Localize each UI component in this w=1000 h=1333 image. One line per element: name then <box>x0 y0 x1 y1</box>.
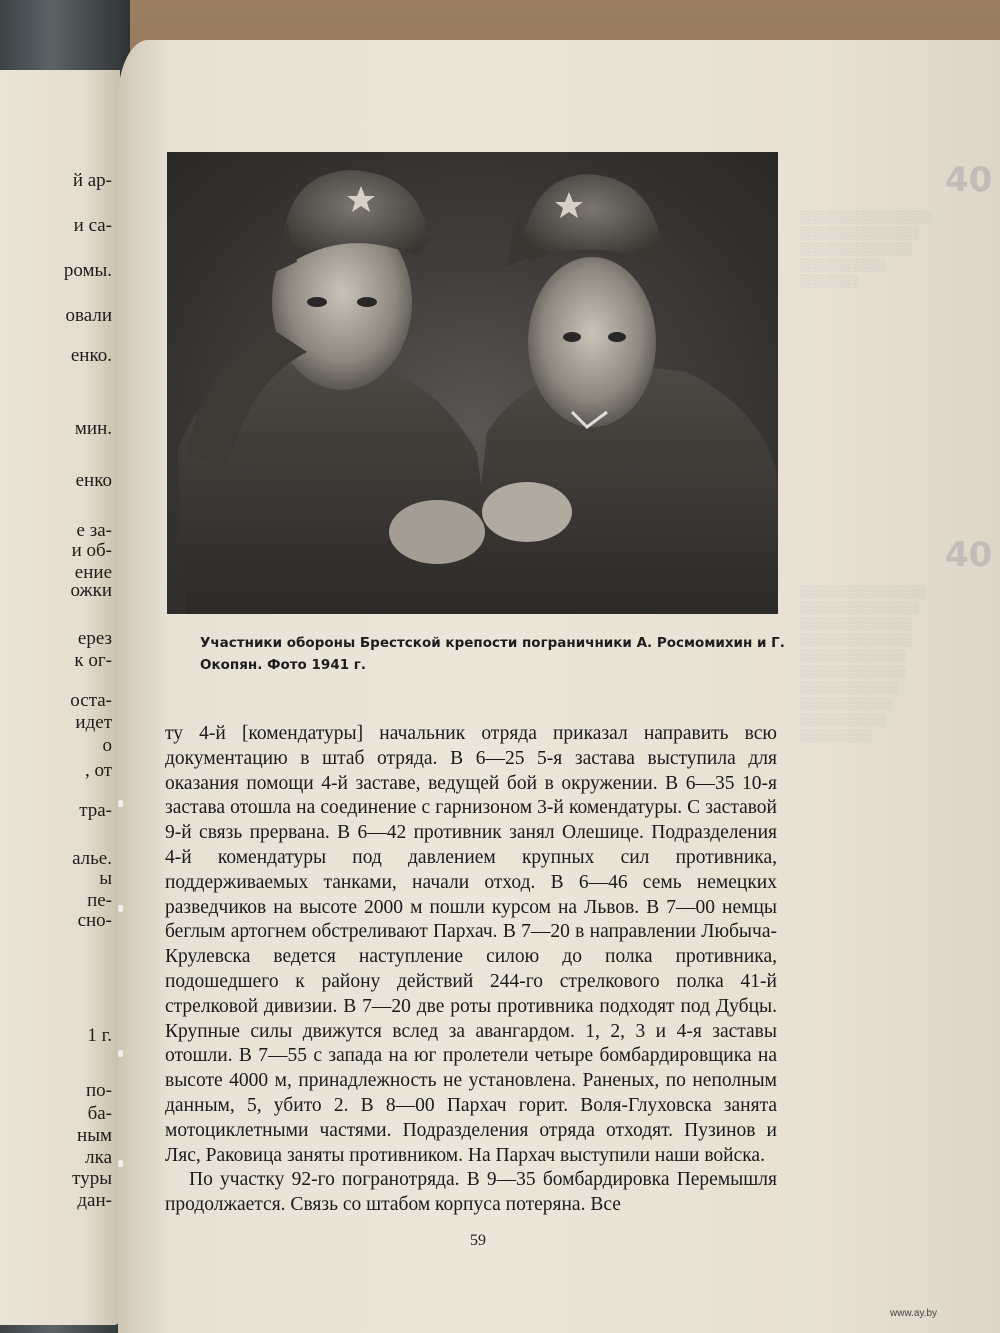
bleed-through-number: 40 <box>945 535 993 575</box>
left-page-line: мин. <box>74 418 112 439</box>
bleed-through-text: ░░░░░░░░░░░░░░░░░░░░ ░░░░░░░░░░░░░░░░░░ ░░░░░░░░░░░░░░░░░ ░░░░░░░░░░░░░ ░░░░░░░░░ <box>800 211 933 288</box>
left-page-line: дан- <box>77 1190 112 1211</box>
left-page-line: ромы. <box>63 260 112 281</box>
left-page-line: пе- <box>87 890 112 911</box>
left-page-line: ным <box>77 1125 112 1146</box>
left-page-line: алье. <box>72 848 112 869</box>
paragraph: ту 4-й [комендатуры] начальник отряда приказал направить всю документацию в штаб отряда. В 6—25 5-я застава выступила для оказания помощи 4-й заставе, ведущей бой в окружении. В 6—35 10-я застава отошла на соединение с гарнизоном 3-й комендатуры. С заставой 9-й связь прервана. В 6—42 противник занял Олешице. Подразделения 4-й комендатуры под давлением крупных сил противника, поддерживаемых танками, начали отход. В 6—46 семь немецких разведчиков на высоте 2000 м пошли курсом на Львов. В 7—00 немцы беглым артогнем обстреливают Пархач. В 7—20 в направлении Любыча-Крулевска ведется наступление силою до полка противника, подошедшего к району действий 244-го стрелкового полка 41-й стрелковой дивизии. В 7—20 две роты противника подходят под Дубцы. Крупные силы движутся вслед за авангардом. 1, 2, 3 и 4-я заставы отошли. В 7—55 с запада на юг пролетели четыре бомбардировщика на высоте 4000 м, принадлежность не установлена. Раненых, по неполным данным, 5, убито 2. В 8—00 Пархач горит. Воля-Глуховска занята мотоциклетными частями. Подразделения отряда отходят. Пузинов и Ляс, Раковица заняты противником. На Пархач выступили наши войска. <box>165 723 777 1166</box>
left-page-line: сно- <box>77 910 112 931</box>
photo-caption: Участники обороны Брестской крепости пограничники А. Росмомихин и Г. Окопян. Фото 1941 г. <box>200 635 785 673</box>
left-page-line: овали <box>65 305 112 326</box>
left-page-line: , от <box>84 760 112 781</box>
historical-photo <box>167 152 778 614</box>
left-page-line: и са- <box>73 215 112 236</box>
left-page-line: енко. <box>70 345 112 366</box>
left-page-line: 1 г. <box>87 1025 112 1046</box>
left-page-line: оста- <box>70 690 112 711</box>
bleed-through-text: ░░░░░░░░░░░░░░░░░░░ ░░░░░░░░░░░░░░░░░░ ░░░░░░░░░░░░░░░░░ ░░░░░░░░░░░░░░░░░ ░░░░░░░░░░░░░░░░ ░░░░░░░░░░░░░░░░ ░░░░░░░░░░░░░░░ ░░░░░░░░░░░░░░ ░░░░░░░░░░░░░ ░░░░░░░░░░░ <box>800 586 926 743</box>
left-page-line: ожки <box>70 580 112 601</box>
left-page-line: енко <box>75 470 112 491</box>
page-number: 59 <box>470 1232 486 1249</box>
watermark: www.ay.by <box>890 1308 938 1319</box>
left-page-line: к ог- <box>74 650 112 671</box>
photo-illustration <box>167 152 778 614</box>
left-page-line: по- <box>86 1080 112 1101</box>
body-text <box>165 722 777 1218</box>
left-page-line: е за- <box>76 520 112 541</box>
left-page-line: ба- <box>87 1103 112 1124</box>
left-page-line: лка <box>85 1147 112 1168</box>
paragraph: По участку 92-го погранотряда. В 9—35 бомбардировка Перемышля продолжается. Связь со штабом корпуса потеряна. Все <box>165 1169 777 1216</box>
left-page <box>0 70 120 1325</box>
left-page-line: туры <box>72 1168 112 1189</box>
left-page-line: и об- <box>71 540 112 561</box>
left-page-line: тра- <box>79 800 112 821</box>
bleed-through-number: 40 <box>945 160 993 200</box>
left-page-line: ение <box>74 562 112 583</box>
left-page-line: ы <box>99 868 112 889</box>
left-page-line: о <box>102 735 112 756</box>
left-page-line: й ар- <box>72 170 112 191</box>
left-page-line: идет <box>75 712 112 733</box>
left-page-line: ерез <box>77 628 112 649</box>
